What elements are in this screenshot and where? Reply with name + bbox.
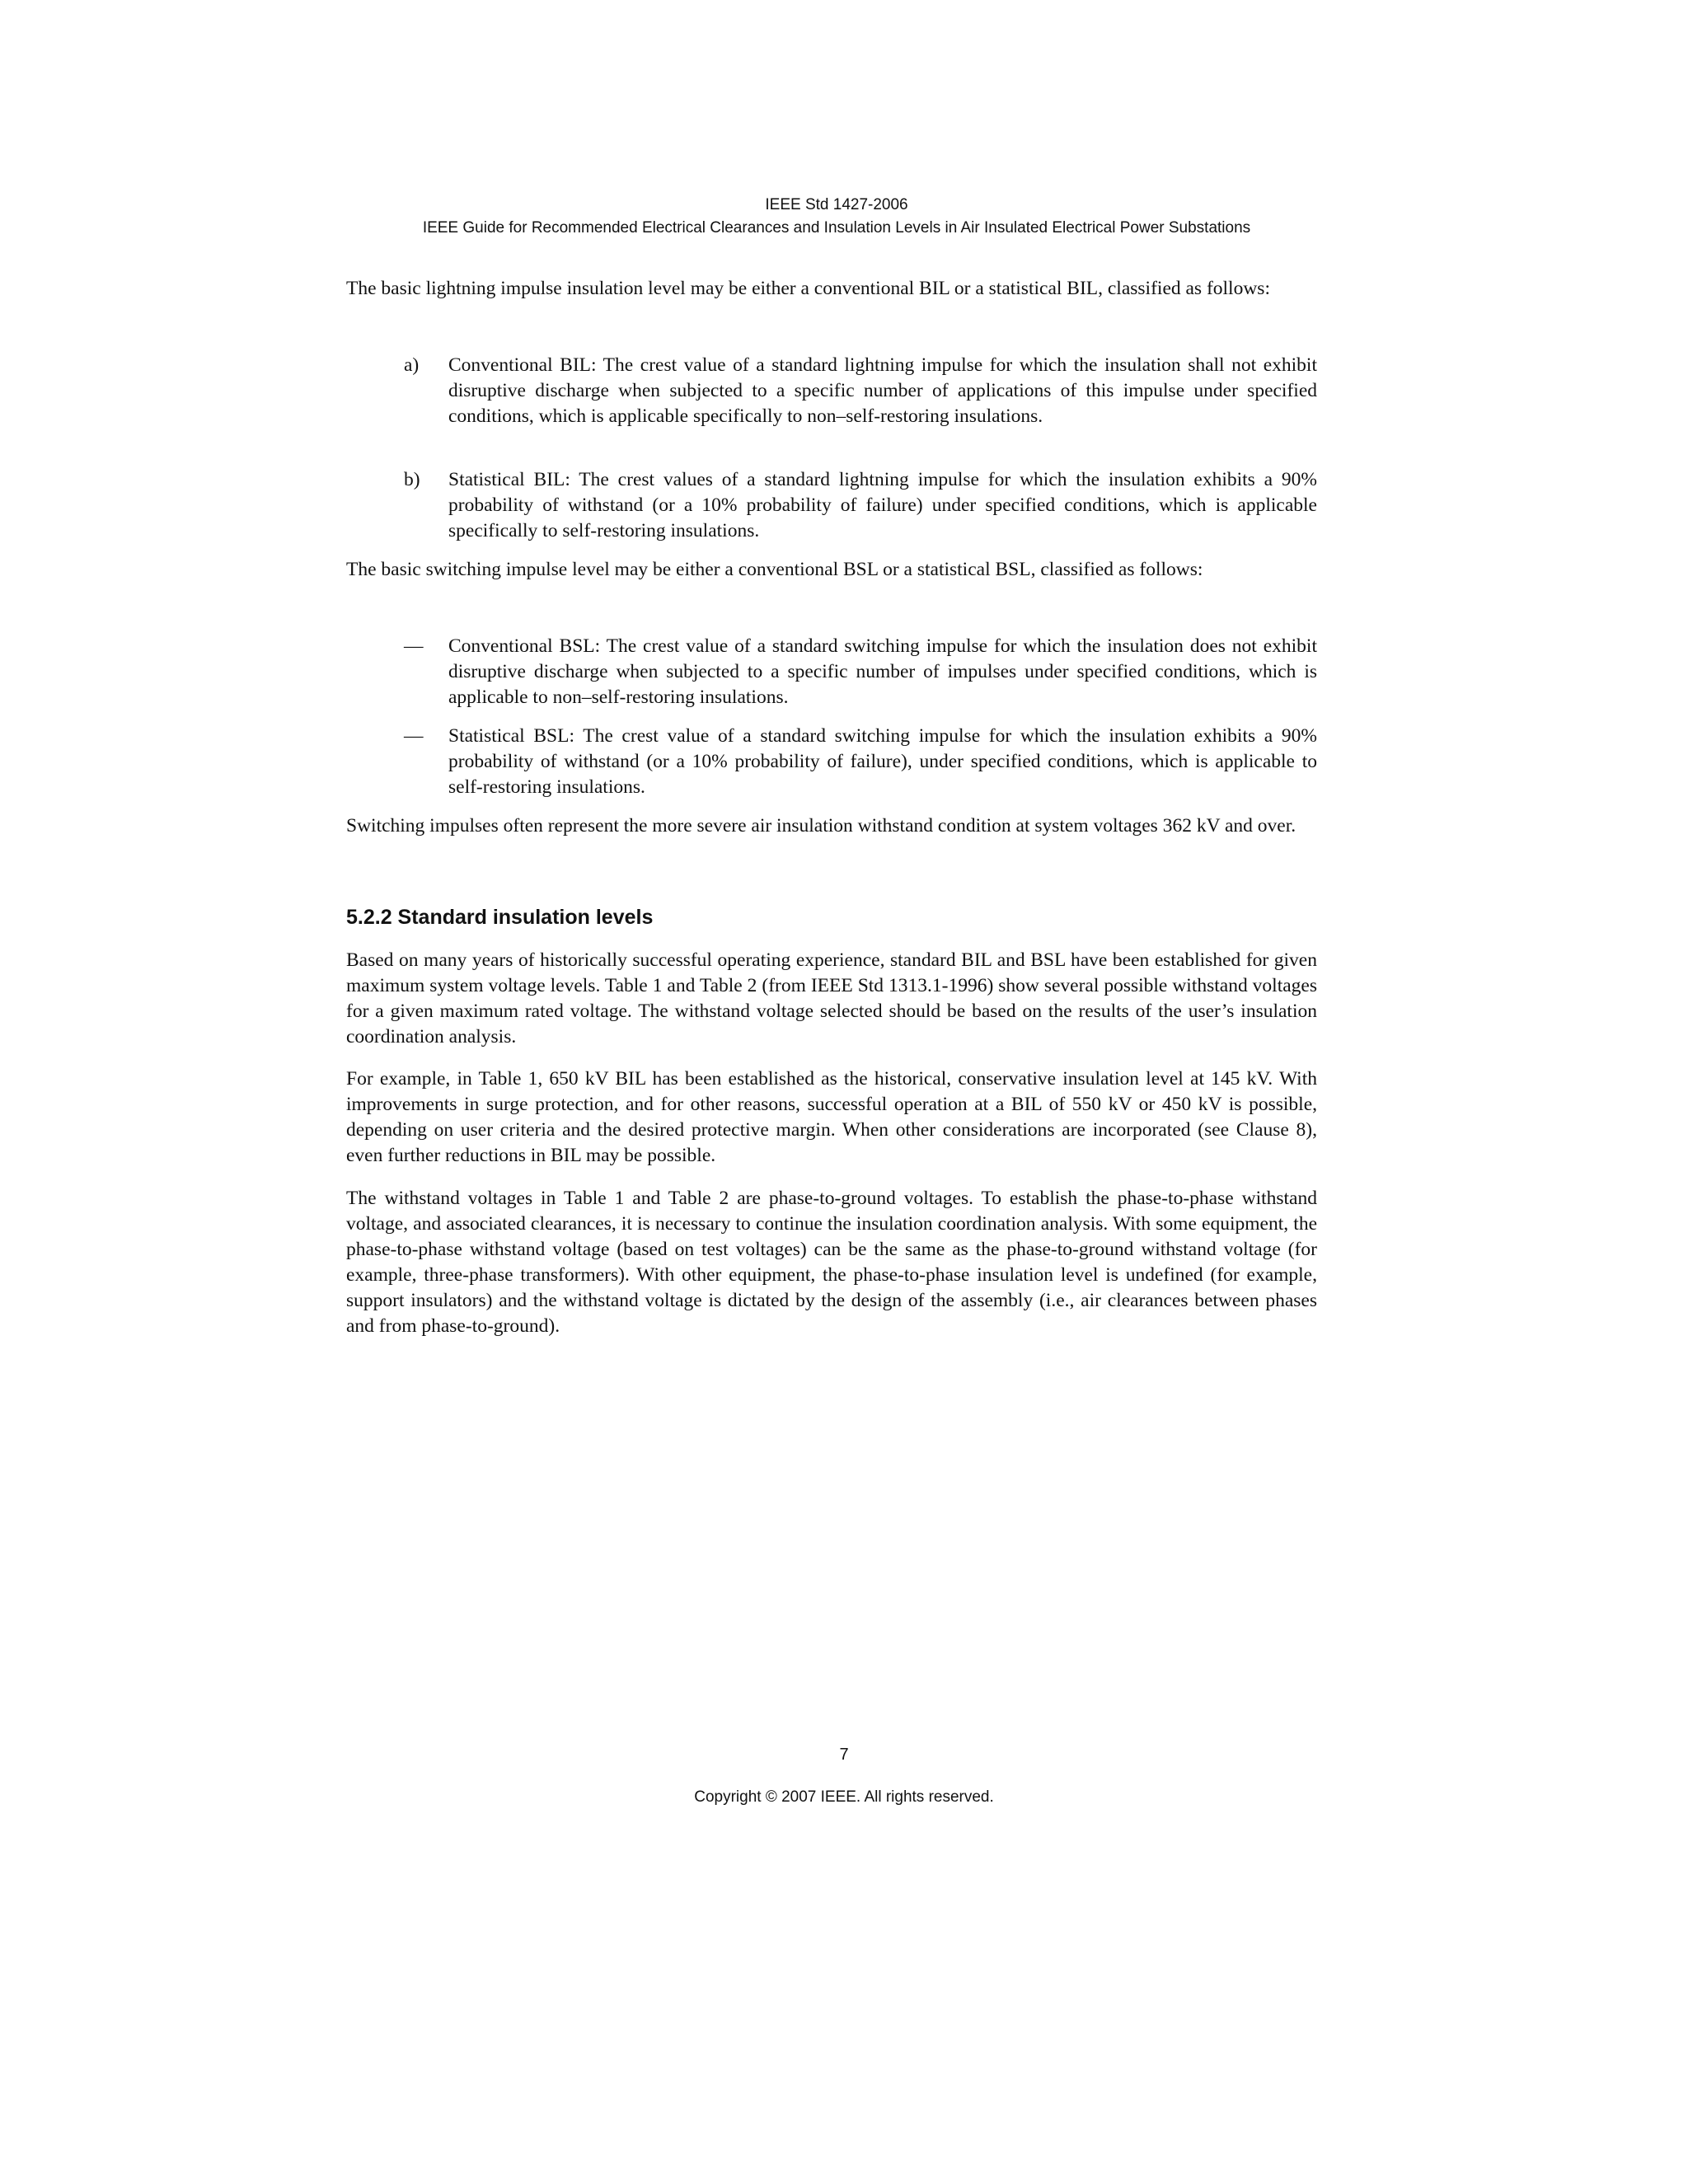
intro-bil-paragraph: The basic lightning impulse insulation level may be either a conventional BIL or a statistical BIL, classified as follows: [346, 278, 1270, 299]
intro-bsl-paragraph: The basic switching impulse level may be either a conventional BSL or a statistical BSL, classified as follows: [346, 559, 1203, 580]
example-paragraph: For example, in Table 1, 650 kV BIL has been established as the historical, conservative insulation level at 145 kV. With improvements in surge protection, and for other reasons, successful operation at a BIL of 550 kV or 450 kV is possible, depending on user criteria and the desired protective margin. When other considerations are incorporated (see Clause 8), even further reductions in BIL may be possible. [346, 1068, 1317, 1166]
list-item-conventional-bsl [404, 634, 1317, 710]
list-item-statistical-bsl [404, 724, 1317, 800]
switching-note-paragraph: Switching impulses often represent the more severe air insulation withstand condition at system voltages 362 kV and over. [346, 815, 1296, 837]
list-item-text: Conventional BSL: The crest value of a standard switching impulse for which the insulation does not exhibit disruptive discharge when subjected to a specific number of impulses under specified conditions, which is applicable to non–self-restoring insulations. [448, 635, 1317, 708]
running-title: IEEE Guide for Recommended Electrical Clearances and Insulation Levels in Air Insulated Electrical Power Substations [422, 219, 1251, 237]
standard-levels-paragraph: Based on many years of historically successful operating experience, standard BIL and BSL have been established for given maximum system voltage levels. Table 1 and Table 2 (from IEEE Std 1313.1-1996) show several possible withstand voltages for a given maximum rated voltage. The withstand voltage selected should be based on the results of the user’s insulation coordination analysis. [346, 949, 1317, 1047]
standard-number: IEEE Std 1427-2006 [765, 196, 908, 213]
phase-to-phase-paragraph: The withstand voltages in Table 1 and Table 2 are phase-to-ground voltages. To establish the phase-to-phase withstand voltage, and associated clearances, it is necessary to continue the insulation coordination analysis. With some equipment, the phase-to-phase withstand voltage (based on test voltages) can be the same as the phase-to-ground withstand voltage (for example, three-phase transformers). With other equipment, the phase-to-phase insulation level is undefined (for example, support insulators) and the withstand voltage is dictated by the design of the assembly (i.e., air clearances between phases and from phase-to-ground). [346, 1188, 1317, 1337]
list-marker: — [404, 635, 424, 657]
list-item-statistical-bil [404, 467, 1317, 544]
list-item-text: Statistical BIL: The crest values of a standard lightning impulse for which the insulation exhibits a 90% probability of withstand (or a 10% probability of failure) under specified conditions, which is applicable specifically to self-restoring insulations. [448, 469, 1317, 541]
copyright-notice: Copyright © 2007 IEEE. All rights reserved. [694, 1788, 994, 1806]
page-number: 7 [839, 1746, 849, 1764]
list-marker: a) [404, 354, 420, 376]
list-item-conventional-bil [404, 353, 1317, 429]
list-marker: b) [404, 469, 420, 490]
section-heading: 5.2.2 Standard insulation levels [346, 906, 654, 929]
list-item-text: Statistical BSL: The crest value of a standard switching impulse for which the insulation exhibits a 90% probability of withstand (or a 10% probability of failure), under specified conditions, which is applicable to self-restoring insulations. [448, 725, 1317, 798]
list-marker: — [404, 725, 424, 747]
list-item-text: Conventional BIL: The crest value of a standard lightning impulse for which the insulation shall not exhibit disruptive discharge when subjected to a specific number of applications of this impulse under specified conditions, which is applicable specifically to non–self-restoring insulations. [448, 354, 1317, 427]
